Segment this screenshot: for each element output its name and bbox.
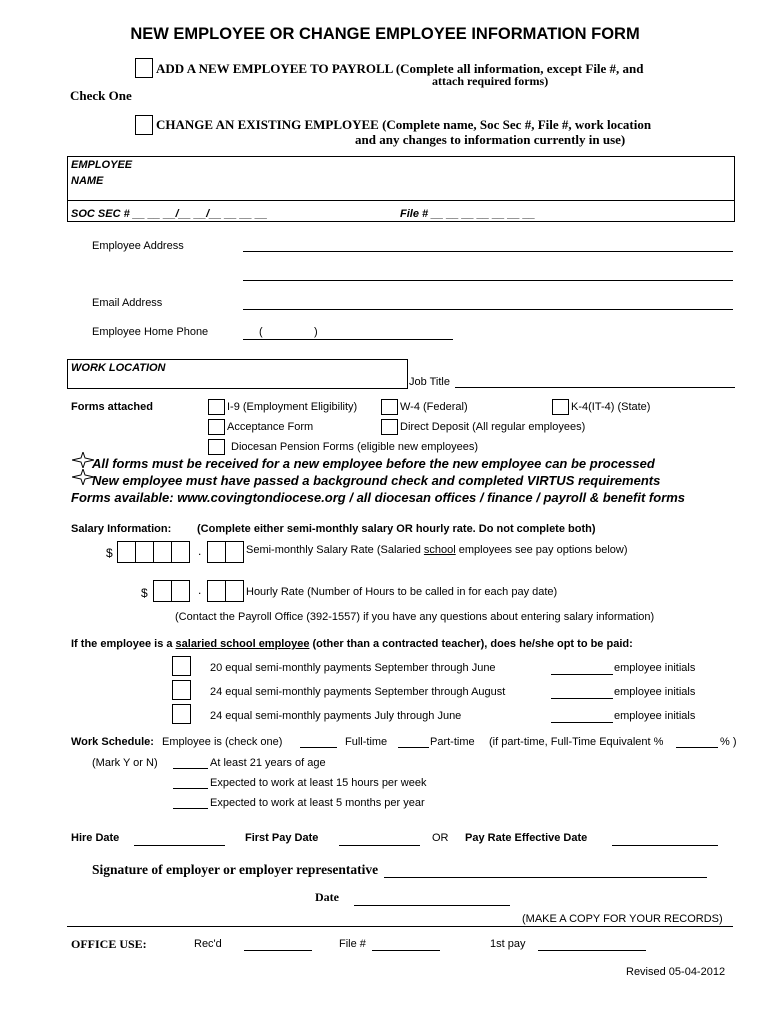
phone-line[interactable] <box>243 339 453 340</box>
pay-option-1-checkbox[interactable] <box>172 656 191 676</box>
fte-line[interactable] <box>676 747 718 748</box>
office-file-line[interactable] <box>372 950 440 951</box>
job-title-line[interactable] <box>455 387 735 388</box>
pay-option-1-initials-label: employee initials <box>614 662 696 674</box>
w4-checkbox[interactable] <box>381 399 398 415</box>
salary-instruction: (Complete either semi-monthly salary OR hourly rate. Do not complete both) <box>197 523 596 535</box>
pay-option-3-initials-label: employee initials <box>614 710 696 722</box>
direct-deposit-checkbox[interactable] <box>381 419 398 435</box>
office-file-label: File # <box>339 938 366 950</box>
acceptance-label: Acceptance Form <box>227 421 314 433</box>
semi-monthly-cents-1[interactable] <box>207 541 226 563</box>
employee-name-label-2: NAME <box>71 175 104 187</box>
revised-date: Revised 05-04-2012 <box>626 966 726 978</box>
part-time-label: Part-time <box>430 736 475 748</box>
semi-monthly-digit-3[interactable] <box>153 541 172 563</box>
name-divider <box>67 200 735 201</box>
pay-option-2-initials-line[interactable] <box>551 698 613 699</box>
hire-date-label: Hire Date <box>71 832 120 844</box>
soc-sec-field[interactable]: SOC SEC # __ __ __/__ __/__ __ __ __ <box>71 208 268 220</box>
pay-option-3-checkbox[interactable] <box>172 704 191 724</box>
signature-date-label: Date <box>315 890 339 904</box>
pay-rate-effective-label: Pay Rate Effective Date <box>465 832 588 844</box>
add-employee-label-2: attach required forms) <box>432 74 549 88</box>
notice-line-2: New employee must have passed a background check and completed VIRTUS requirements <box>92 473 661 488</box>
semi-monthly-decimal: . <box>198 544 202 558</box>
w4-label: W-4 (Federal) <box>400 401 468 413</box>
phone-label: Employee Home Phone <box>92 326 209 338</box>
recd-label: Rec'd <box>194 938 222 950</box>
fte-percent: % ) <box>720 736 737 748</box>
check-one-hint: Employee is (check one) <box>162 736 283 748</box>
signature-line[interactable] <box>384 877 707 878</box>
i9-label: I-9 (Employment Eligibility) <box>227 401 358 413</box>
school-underline: school <box>423 544 456 556</box>
pay-option-2-checkbox[interactable] <box>172 680 191 700</box>
star-icon <box>72 469 94 485</box>
hours-line[interactable] <box>173 788 208 789</box>
work-location-label: WORK LOCATION <box>71 362 166 374</box>
phone-paren-close: ) <box>314 326 318 338</box>
pay-option-1-label: 20 equal semi-monthly payments September through June <box>210 662 496 674</box>
change-employee-checkbox[interactable] <box>135 115 153 135</box>
address-label: Employee Address <box>92 240 184 252</box>
star-icon <box>72 452 94 468</box>
phone-paren-open: ( <box>259 326 263 338</box>
forms-attached-label: Forms attached <box>71 401 153 413</box>
work-schedule-label: Work Schedule: <box>71 736 154 748</box>
hourly-digit-2[interactable] <box>171 580 190 602</box>
email-label: Email Address <box>92 297 163 309</box>
first-pay-line[interactable] <box>538 950 646 951</box>
check-one-label: Check One <box>70 88 132 103</box>
signature-label: Signature of employer or employer representative <box>92 862 379 877</box>
first-pay-label: 1st pay <box>490 938 526 950</box>
address-line-2[interactable] <box>243 280 733 281</box>
pay-option-1-initials-line[interactable] <box>551 674 613 675</box>
hourly-decimal: . <box>198 583 202 597</box>
change-employee-label-2: and any changes to information currently in use) <box>355 132 626 147</box>
fte-label: (if part-time, Full-Time Equivalent % <box>489 736 664 748</box>
office-use-label: OFFICE USE: <box>71 937 147 951</box>
recd-line[interactable] <box>244 950 312 951</box>
notice-line-1: All forms must be received for a new employee before the new employee can be processed <box>92 456 655 471</box>
salary-label: Salary Information: <box>71 523 172 535</box>
pension-label: Diocesan Pension Forms (eligible new employees) <box>231 441 479 453</box>
acceptance-checkbox[interactable] <box>208 419 225 435</box>
mark-yn-label: (Mark Y or N) <box>92 757 158 769</box>
k4-checkbox[interactable] <box>552 399 569 415</box>
email-line[interactable] <box>243 309 733 310</box>
i9-checkbox[interactable] <box>208 399 225 415</box>
hours-label: Expected to work at least 15 hours per week <box>210 777 427 789</box>
semi-monthly-digit-4[interactable] <box>171 541 190 563</box>
payroll-contact-note: (Contact the Payroll Office (392-1557) if you have any questions about entering salary information) <box>175 611 655 623</box>
employee-name-label: EMPLOYEE <box>71 159 133 171</box>
page-title: NEW EMPLOYEE OR CHANGE EMPLOYEE INFORMATION FORM <box>130 25 640 43</box>
salaried-school-employee-underline: salaried school employee <box>175 638 310 650</box>
hourly-cents-2[interactable] <box>225 580 244 602</box>
pay-option-3-initials-line[interactable] <box>551 722 613 723</box>
months-line[interactable] <box>173 808 208 809</box>
age-line[interactable] <box>173 768 208 769</box>
hourly-dollar: $ <box>141 586 148 600</box>
age-label: At least 21 years of age <box>210 757 326 769</box>
semi-monthly-digit-1[interactable] <box>117 541 136 563</box>
pay-option-question: If the employee is a salaried school employee (other than a contracted teacher), does he/she opt to be paid: <box>71 638 633 650</box>
pay-option-2-label: 24 equal semi-monthly payments September through August <box>210 686 506 698</box>
address-line-1[interactable] <box>243 251 733 252</box>
job-title-label: Job Title <box>409 376 450 388</box>
full-time-label: Full-time <box>345 736 388 748</box>
hire-date-line[interactable] <box>134 845 225 846</box>
months-label: Expected to work at least 5 months per year <box>210 797 425 809</box>
hourly-cents-1[interactable] <box>207 580 226 602</box>
full-time-line[interactable] <box>300 747 337 748</box>
k4-label: K-4(IT-4) (State) <box>571 401 651 413</box>
signature-date-line[interactable] <box>354 905 510 906</box>
pay-option-3-label: 24 equal semi-monthly payments July through June <box>210 710 462 722</box>
direct-deposit-label: Direct Deposit (All regular employees) <box>400 421 586 433</box>
change-employee-label: CHANGE AN EXISTING EMPLOYEE (Complete name, Soc Sec #, File #, work location <box>156 117 652 132</box>
semi-monthly-digit-2[interactable] <box>135 541 154 563</box>
or-label: OR <box>432 832 449 844</box>
pension-checkbox[interactable] <box>208 439 225 455</box>
pay-rate-effective-line[interactable] <box>612 845 718 846</box>
copy-note: (MAKE A COPY FOR YOUR RECORDS) <box>522 913 723 925</box>
first-pay-date-line[interactable] <box>339 845 420 846</box>
hourly-label: Hourly Rate (Number of Hours to be called in for each pay date) <box>246 586 558 598</box>
file-number-field[interactable]: File # __ __ __ __ __ __ __ <box>400 208 536 220</box>
semi-monthly-label: Semi-monthly Salary Rate (Salaried school employees see pay options below) <box>246 544 628 556</box>
notice-line-3: Forms available: www.covingtondiocese.org / all diocesan offices / finance / payroll & benefit forms <box>71 490 686 505</box>
office-use-divider <box>67 926 733 927</box>
add-employee-checkbox[interactable] <box>135 58 153 78</box>
first-pay-date-label: First Pay Date <box>245 832 319 844</box>
add-employee-label: ADD A NEW EMPLOYEE TO PAYROLL (Complete all information, except File #, and <box>156 61 644 76</box>
semi-monthly-dollar: $ <box>106 546 113 560</box>
hourly-digit-1[interactable] <box>153 580 172 602</box>
pay-option-2-initials-label: employee initials <box>614 686 696 698</box>
part-time-line[interactable] <box>398 747 429 748</box>
semi-monthly-cents-2[interactable] <box>225 541 244 563</box>
